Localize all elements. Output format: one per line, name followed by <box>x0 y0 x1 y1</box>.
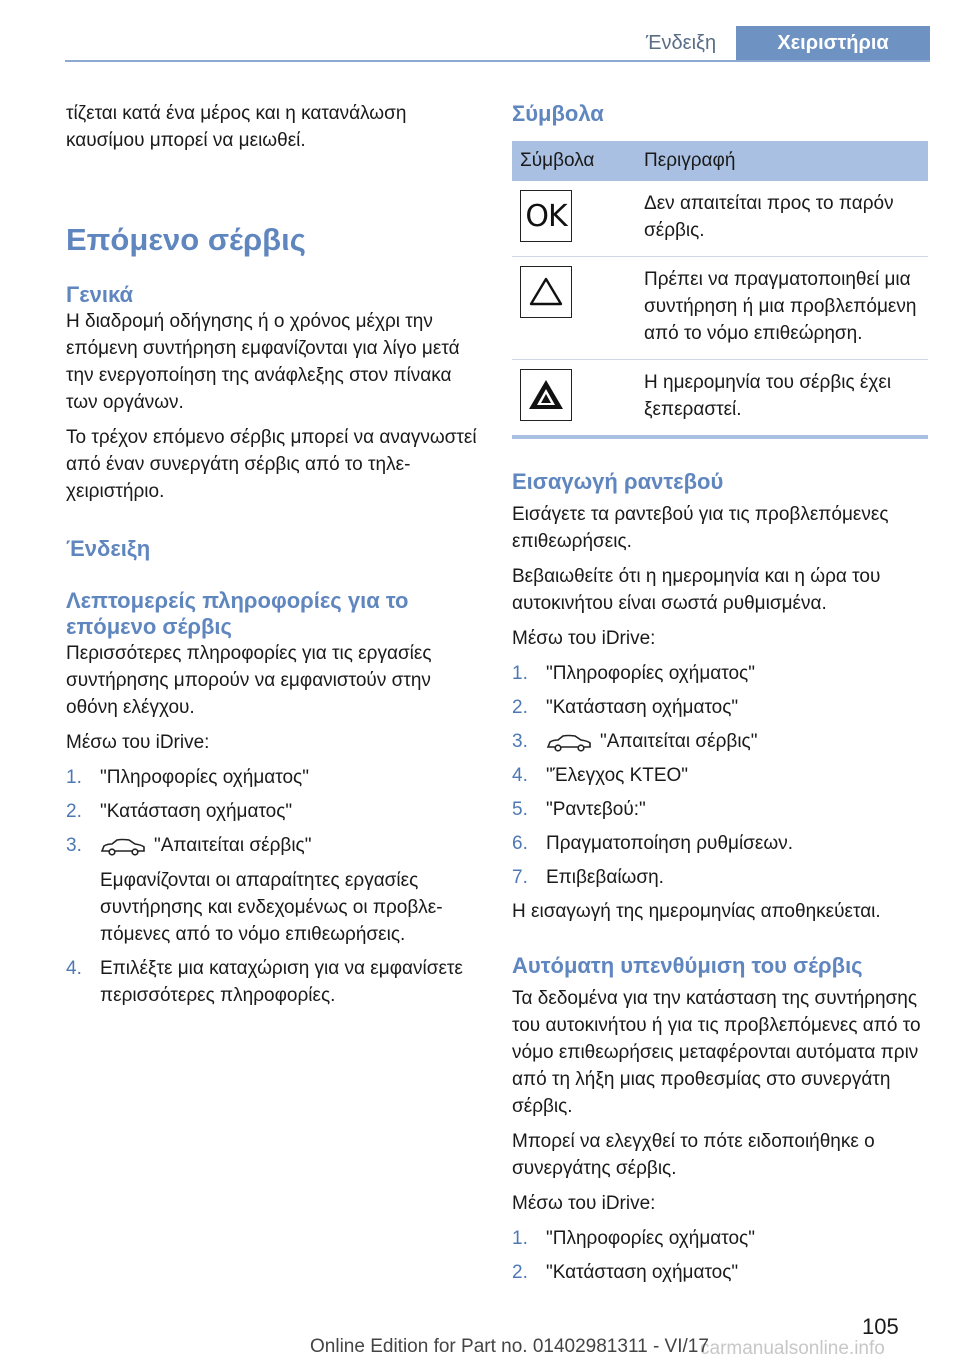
step-text: Πραγματοποίηση ρυθμίσεων. <box>546 833 793 854</box>
list-item <box>512 660 928 687</box>
intro-paragraph: τίζεται κατά ένα μέρος και η κατανάλωση καυσίμου μπορεί να μειωθεί. <box>66 103 407 151</box>
details-steps-list <box>66 764 478 1009</box>
symbols-heading: Σύμβολα <box>512 101 604 126</box>
list-item <box>66 832 478 948</box>
list-item <box>512 1225 928 1252</box>
appointment-saved-text: Η εισαγωγή της ημερομηνίας αποθηκεύεται. <box>512 901 881 922</box>
step-text: Επιλέξτε μια καταχώριση για να εμφανίσετε περισσότερες πληροφορίες. <box>100 958 463 1006</box>
step-text: "Ραντεβού:" <box>546 799 646 820</box>
symbols-table <box>512 141 928 439</box>
list-item <box>512 796 928 823</box>
list-item <box>512 762 928 789</box>
auto-reminder-paragraph-2: Μπορεί να ελεγχθεί το πότε ειδοποιήθηκε ο συνεργάτης σέρβις. <box>512 1131 875 1179</box>
step-number: 3. <box>66 835 82 856</box>
general-paragraph-1: Η διαδρομή οδήγησης ή ο χρόνος μέχρι την επόμενη συντήρηση εμφανίζονται για λίγο μετά την ενεργοποίηση της ανάφλεξης στον πίνακα των οργάνων. <box>66 311 460 413</box>
step-number: 2. <box>512 697 528 718</box>
idrive-via-label: Μέσω του iDrive: <box>512 628 656 649</box>
ok-icon <box>520 190 572 242</box>
list-item <box>512 864 928 891</box>
description-cell: Η ημερομηνία του σέρβις έχει ξεπεραστεί. <box>636 360 928 438</box>
description-cell: Δεν απαιτείται προς το παρόν σέρβις. <box>636 181 928 257</box>
step-text: "Πληροφορίες οχήματος" <box>546 663 755 684</box>
general-paragraph-2: Το τρέχον επόμενο σέρβις μπορεί να αναγνωστεί από έναν συνεργάτη σέρβις από το τηλεχειριστήριο. <box>66 427 477 502</box>
list-item <box>512 728 928 755</box>
step-number: 6. <box>512 833 528 854</box>
step-text: Επιβεβαίωση. <box>546 867 664 888</box>
next-service-title: Επόμενο σέρβις <box>66 222 306 257</box>
list-item <box>66 955 478 1009</box>
step-number: 1. <box>512 1228 528 1249</box>
auto-reminder-steps-list <box>512 1225 928 1286</box>
car-service-icon <box>100 837 146 855</box>
list-item <box>512 694 928 721</box>
table-header-row <box>512 141 928 181</box>
watermark: carmanualsonline.info <box>700 1338 885 1359</box>
right-column <box>512 100 928 1293</box>
step-number: 2. <box>66 801 82 822</box>
list-item <box>66 798 478 825</box>
page-number: 105 <box>862 1314 899 1339</box>
step-text: "Απαιτείται σέρβις" <box>600 731 758 752</box>
appointment-paragraph-1: Εισάγετε τα ραντεβού για τις προβλεπόμενες επιθεωρήσεις. <box>512 504 889 552</box>
description-cell: Πρέπει να πραγματοποιηθεί μια συντήρηση ή μια προβλεπόμενη από το νόμο επιθεώρηση. <box>636 257 928 360</box>
step-number: 7. <box>512 867 528 888</box>
step-number: 2. <box>512 1262 528 1283</box>
step-number: 4. <box>66 958 82 979</box>
symbol-cell <box>512 257 636 360</box>
ok-icon-text: OK <box>525 198 567 234</box>
header-divider <box>65 60 930 62</box>
step-text: "Πληροφορίες οχήματος" <box>100 767 309 788</box>
page-header <box>0 0 960 62</box>
header-chapter-label: Χειριστήρια <box>736 26 930 60</box>
step-number: 1. <box>66 767 82 788</box>
list-item <box>512 830 928 857</box>
idrive-via-label: Μέσω του iDrive: <box>512 1193 656 1214</box>
step-number: 3. <box>512 731 528 752</box>
step-text: "Απαιτείται σέρβις" <box>154 835 312 856</box>
symbol-cell <box>512 181 636 257</box>
step-number: 1. <box>512 663 528 684</box>
general-heading: Γενικά <box>66 282 134 307</box>
details-heading: Λεπτομερείς πληροφορίες για το επόμενο σέρβις <box>66 588 409 639</box>
step-text: "Κατάσταση οχήματος" <box>546 1262 739 1283</box>
step-text: "Έλεγχος ΚΤΕΟ" <box>546 765 689 786</box>
symbol-cell <box>512 360 636 438</box>
warning-triangle-filled-icon <box>520 369 572 421</box>
step-note: Εμφανίζονται οι απαραίτητες εργασίες συντήρησης και ενδεχομένως οι προβλεπόμενες από το νόμο επιθεωρήσεις. <box>100 870 443 945</box>
step-text: "Κατάσταση οχήματος" <box>100 801 293 822</box>
auto-reminder-heading: Αυτόματη υπενθύμιση του σέρβις <box>512 953 863 978</box>
left-column <box>66 100 478 1016</box>
display-heading: Ένδειξη <box>66 536 151 561</box>
edition-footer: Online Edition for Part no. 01402981311 - VI/17 <box>310 1336 709 1357</box>
step-number: 5. <box>512 799 528 820</box>
step-number: 4. <box>512 765 528 786</box>
details-paragraph: Περισσότερες πληροφορίες για τις εργασίες συντήρησης μπορούν να εμφανιστούν στην οθόνη ελέγχου. <box>66 643 432 718</box>
step-text: "Πληροφορίες οχήματος" <box>546 1228 755 1249</box>
appointment-heading: Εισαγωγή ραντεβού <box>512 469 724 494</box>
table-header-description: Περιγραφή <box>636 141 928 181</box>
table-row <box>512 257 928 360</box>
auto-reminder-paragraph-1: Τα δεδομένα για την κατάσταση της συντήρησης του αυτοκινήτου ή για τις προβλεπόμενες από το νόμο επιθεωρήσεις μεταφέρονται αυτόματα πριν από τη λήξη μιας προθεσμίας στο συνεργάτη σέρβις. <box>512 988 921 1117</box>
table-header-symbols: Σύμβολα <box>512 141 636 181</box>
warning-triangle-icon <box>520 266 572 318</box>
appointment-paragraph-2: Βεβαιωθείτε ότι η ημερομηνία και η ώρα του αυτοκινήτου είναι σωστά ρυθμισμένα. <box>512 566 881 614</box>
list-item <box>66 764 478 791</box>
idrive-via-label: Μέσω του iDrive: <box>66 732 210 753</box>
appointment-steps-list <box>512 660 928 891</box>
table-row <box>512 181 928 257</box>
header-section-label: Ένδειξη <box>645 32 717 54</box>
list-item <box>512 1259 928 1286</box>
step-text: "Κατάσταση οχήματος" <box>546 697 739 718</box>
table-row <box>512 360 928 438</box>
car-service-icon <box>546 733 592 751</box>
